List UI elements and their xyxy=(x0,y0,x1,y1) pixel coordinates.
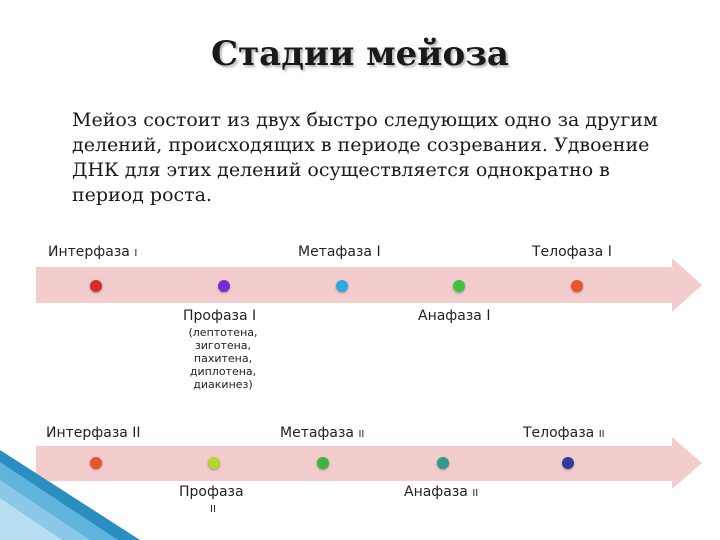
stage-dot-prophase-1 xyxy=(218,280,230,292)
prophase-1-substages: (лептотена, зиготена, пахитена, диплотена, диакинез) xyxy=(188,326,258,391)
label-prophase-1: Профаза I xyxy=(183,308,257,324)
stage-dot-telophase-2 xyxy=(562,457,574,469)
stage-dot-interphase-1 xyxy=(90,280,102,292)
timeline-arrow-1 xyxy=(36,258,702,312)
stage-dot-anaphase-1 xyxy=(453,280,465,292)
label-prophase-2-num: II xyxy=(210,504,216,515)
stage-dot-prophase-2 xyxy=(208,457,220,469)
slide-title: Стадии мейоза xyxy=(211,34,509,74)
stage-dot-metaphase-2 xyxy=(317,457,329,469)
stage-dot-telophase-1 xyxy=(571,280,583,292)
label-interphase-2: Интерфаза II xyxy=(46,425,141,441)
label-interphase-1: Интерфаза I xyxy=(48,244,138,260)
stage-dot-anaphase-2 xyxy=(437,457,449,469)
stage-dot-metaphase-1 xyxy=(336,280,348,292)
intro-paragraph: Мейоз состоит из двух быстро следующих одно за другим делений, происходящих в периоде созревания. Удвоение ДНК для этих делений осуществляется однократно в период роста. xyxy=(72,109,658,206)
label-anaphase-2: Анафаза II xyxy=(404,484,479,500)
label-metaphase-1: Метафаза I xyxy=(298,244,381,260)
label-telophase-2: Телофаза II xyxy=(523,425,605,441)
label-anaphase-1: Анафаза I xyxy=(418,308,491,324)
label-prophase-2: Профаза xyxy=(179,484,244,500)
corner-decoration xyxy=(0,450,140,540)
label-metaphase-2: Метафаза II xyxy=(280,425,365,441)
label-telophase-1: Телофаза I xyxy=(532,244,612,260)
